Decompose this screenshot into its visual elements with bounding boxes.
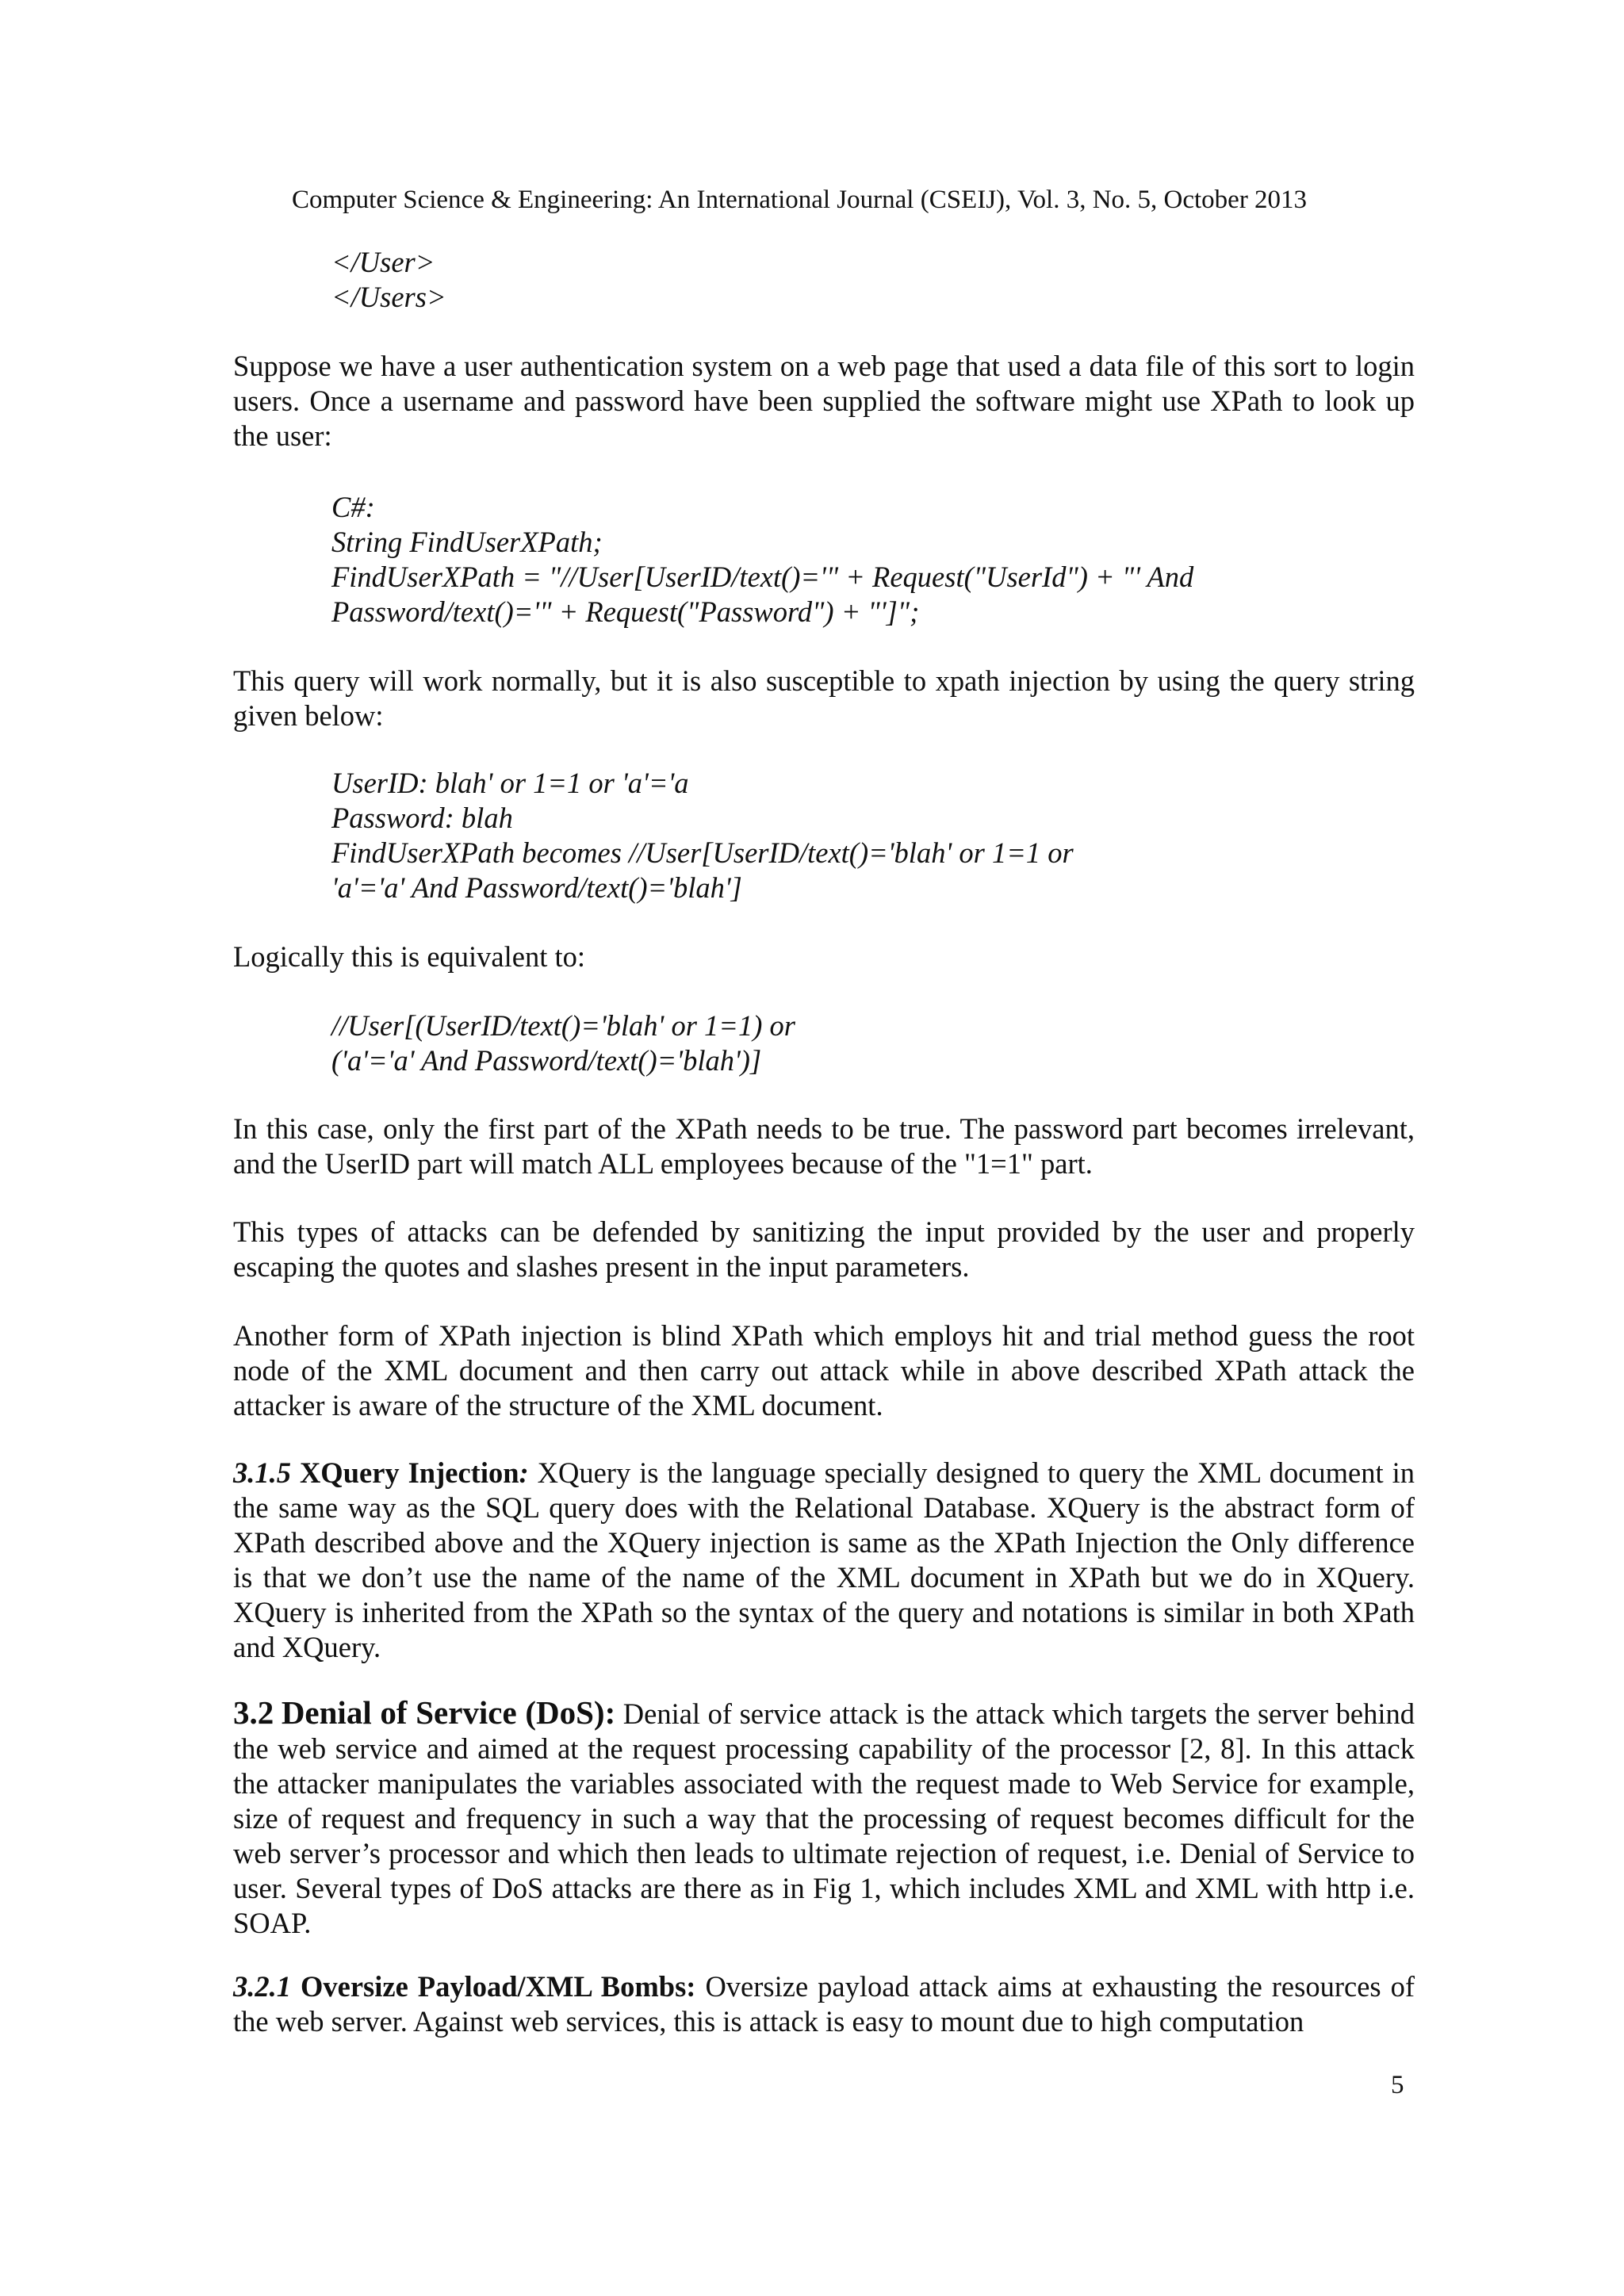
- code-line: C#:: [331, 491, 375, 523]
- code-block-csharp: [331, 490, 1362, 629]
- code-block-equivalent: [331, 1008, 1362, 1078]
- code-block-injection: [331, 766, 1362, 905]
- paragraph-query: This query will work normally, but it is also susceptible to xpath injection by using the query string given below:: [233, 664, 1415, 732]
- code-line: </User>: [331, 246, 435, 278]
- section-3-1-5-xquery-injection: [233, 1456, 1415, 1665]
- code-line: ('a'='a' And Password/text()='blah')]: [331, 1044, 762, 1077]
- section-3-2-1-oversize-payload: [233, 1969, 1415, 2039]
- paragraph-defend: This types of attacks can be defended by sanitizing the input provided by the user and properly escaping the quotes and slashes present in the input parameters.: [233, 1215, 1415, 1283]
- page-number: 5: [1391, 2071, 1404, 2099]
- code-block-xml-end: [331, 245, 1362, 315]
- paragraph-intro: Suppose we have a user authentication system on a web page that used a data file of this sort to login users. Once a username and password have been supplied the software might use XPath to look up the user:: [233, 350, 1415, 452]
- section-title-colon: :: [519, 1456, 529, 1489]
- paragraph-equivalent: Logically this is equivalent to:: [233, 940, 586, 973]
- section-text: XQuery is the language specially designed to query the XML document in the same way as the SQL query does with the Relational Database. XQuery is the abstract form of XPath described above and the XQuery injection is same as the XPath Injection the Only difference is that we don’t use the name of the name of the XML document in XPath but we do in XQuery. XQuery is inherited from the XPath so the syntax of the query and notations is similar in both XPath and XQuery.: [233, 1456, 1415, 1663]
- code-line: String FindUserXPath;: [331, 526, 603, 558]
- paragraph-case: In this case, only the first part of the XPath needs to be true. The password part becomes irrelevant, and the UserID part will match ALL employees because of the "1=1" part.: [233, 1112, 1415, 1180]
- section-number: 3.1.5: [233, 1456, 291, 1489]
- running-header: Computer Science & Engineering: An International Journal (CSEIJ), Vol. 3, No. 5, October 2013: [292, 186, 1308, 214]
- section-3-2-denial-of-service: [233, 1695, 1415, 1941]
- section-title: XQuery Injection: [299, 1456, 519, 1489]
- section-title: Denial of Service (DoS):: [281, 1694, 616, 1731]
- section-number: 3.2: [233, 1694, 274, 1731]
- code-line: </Users>: [331, 281, 446, 313]
- section-text: Oversize payload attack aims at exhausting the resources of the web server. Against web services, this is attack is easy to mount due to high computation: [233, 1970, 1415, 2038]
- code-line: FindUserXPath = "//User[UserID/text()='" + Request("UserId") + "' And: [331, 561, 1194, 593]
- code-line: 'a'='a' And Password/text()='blah']: [331, 871, 742, 904]
- code-line: FindUserXPath becomes //User[UserID/text()='blah' or 1=1 or: [331, 836, 1074, 869]
- section-number: 3.2.1: [233, 1970, 291, 2003]
- code-line: Password/text()='" + Request("Password") + "']";: [331, 595, 920, 628]
- code-line: Password: blah: [331, 802, 513, 834]
- code-line: //User[(UserID/text()='blah' or 1=1) or: [331, 1009, 795, 1042]
- code-line: UserID: blah' or 1=1 or 'a'='a: [331, 767, 689, 799]
- section-title: Oversize Payload/XML Bombs:: [301, 1970, 696, 2003]
- section-text: Denial of service attack is the attack which targets the server behind the web service and aimed at the request processing capability of the processor [2, 8]. In this attack the attacker manipulates the variables associated with the request made to Web Service for example, size of request and frequency in such a way that the processing of request becomes difficult for the web server’s processor and which then leads to ultimate rejection of request, i.e. Denial of Service to user. Several types of DoS attacks are there as in Fig 1, which includes XML and XML with http i.e. SOAP.: [233, 1697, 1415, 1939]
- paragraph-blind-xpath: Another form of XPath injection is blind XPath which employs hit and trial method guess the root node of the XML document and then carry out attack while in above described XPath attack the attacker is aware of the structure of the XML document.: [233, 1319, 1415, 1422]
